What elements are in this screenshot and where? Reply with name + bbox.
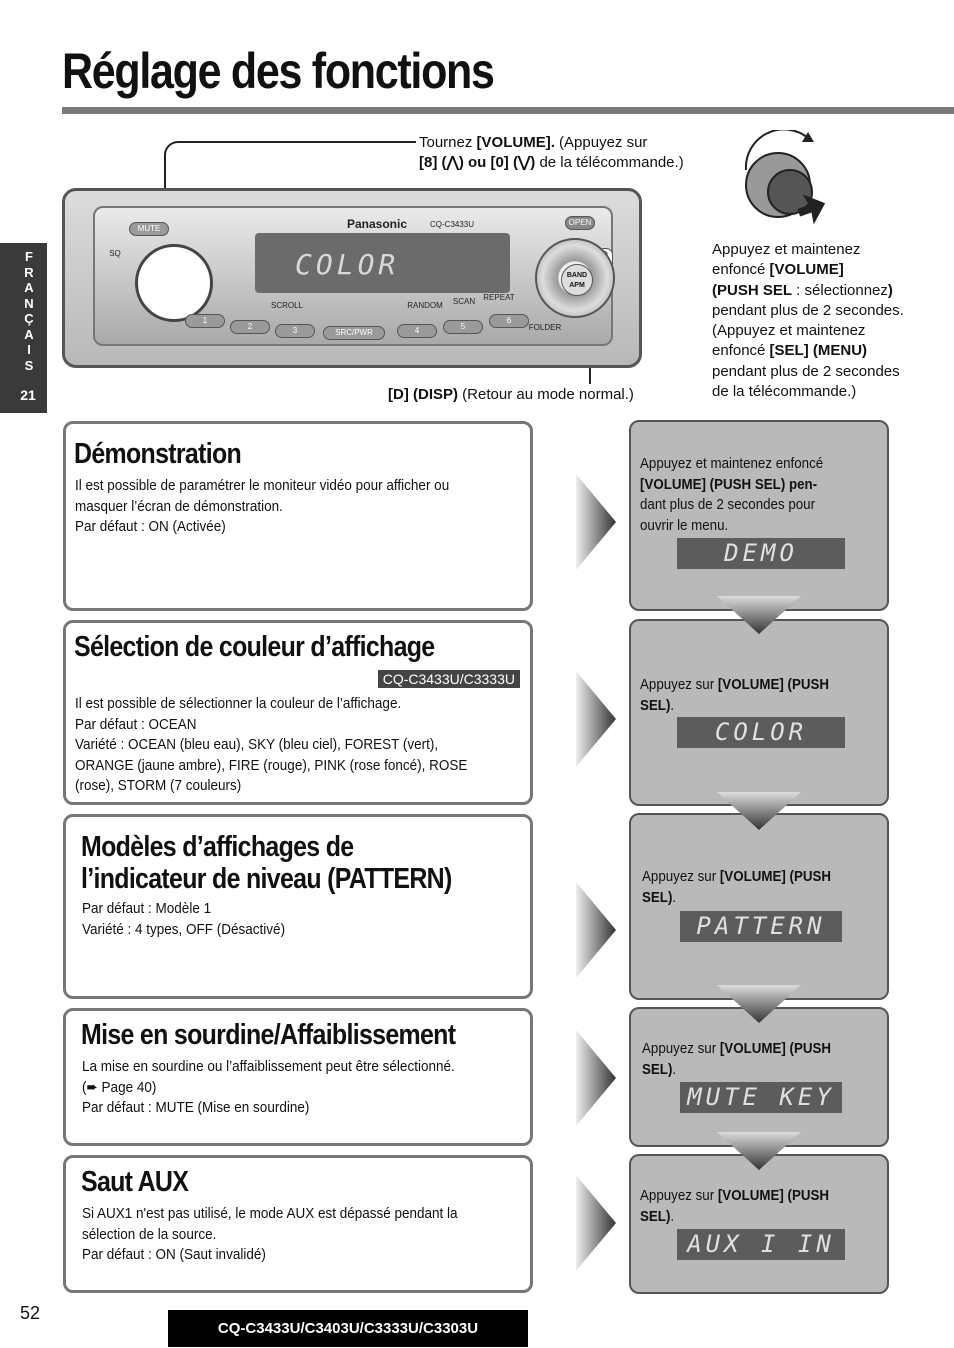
lcd-display: COLOR [677, 717, 845, 748]
caption-text: : sélectionnez [792, 281, 888, 299]
down-arrow-icon [717, 792, 801, 830]
caption-bold: [8] ( [419, 154, 447, 171]
radio-brand: Panasonic [347, 217, 408, 231]
hold-caption [712, 240, 904, 402]
caption-text: (Appuyez sur [554, 134, 648, 151]
caption-text: (Retour au mode normal.) [458, 386, 634, 403]
tab-letter: N [24, 295, 34, 311]
tab-letter: S [24, 357, 34, 373]
repeat-label: REPEAT [483, 293, 515, 302]
preset-3-button: 3 [275, 324, 315, 338]
panel-line: Appuyez sur [640, 1188, 718, 1204]
caption-bold: ) [530, 154, 536, 171]
section-text: Variété : OCEAN (bleu eau), SKY (bleu ciel), FOREST (vert), [75, 736, 439, 753]
section-demonstration [63, 421, 533, 611]
radio-faceplate [93, 206, 613, 346]
section-text: Il est possible de paramétrer le moniteur vidéo pour afficher ou [75, 477, 450, 494]
caption-text: (Appuyez et maintenez [712, 322, 866, 340]
section-text: Par défaut : OCEAN [75, 715, 197, 733]
section-pattern [63, 814, 533, 999]
volume-caption [419, 133, 684, 173]
caption-text: pendant plus de 2 secondes [712, 362, 900, 380]
step-panel-mute [629, 1007, 889, 1147]
open-button: OPEN [565, 216, 595, 230]
caption-bold: ) [887, 281, 893, 299]
panel-line: Appuyez sur [640, 677, 718, 693]
panel-line: [VOLUME] (PUSH SEL) pen- [640, 476, 818, 493]
section-text: Par défaut : Modèle 1 [82, 900, 212, 917]
section-text: ORANGE (jaune ambre), FIRE (rouge), PINK (rose foncé), ROSE [75, 756, 468, 774]
panel-text: Appuyez sur [VOLUME] (PUSH SEL). [642, 869, 832, 906]
section-color [63, 620, 533, 805]
caption-bold: [VOLUME] [769, 261, 844, 279]
panel-line: SEL) [640, 1208, 671, 1225]
rotate-dial-icon [738, 130, 830, 230]
tab-letter: Ç [24, 311, 34, 326]
panel-line: SEL) [642, 1061, 673, 1078]
section-text: Si AUX1 n'est pas utilisé, le mode AUX est dépassé pendant la [82, 1205, 458, 1222]
model-tag: CQ-C3433U/C3333U [378, 670, 520, 688]
apm-label: APM [569, 282, 585, 289]
panel-line: [VOLUME] (PUSH [719, 869, 832, 885]
section-mute [63, 1008, 533, 1146]
preset-6-button: 6 [489, 314, 529, 328]
section-text: Il est possible de sélectionner la couleur de l’affichage. [75, 695, 402, 712]
panel-text [640, 454, 823, 536]
caption-bold: [D] (DISP) [388, 386, 458, 403]
panel-line: Appuyez et maintenez enfoncé [640, 456, 824, 472]
language-tab [0, 243, 47, 413]
mute-button: MUTE [129, 222, 169, 236]
caption-text: pendant plus de 2 secondes. [712, 301, 904, 319]
volume-knob [135, 244, 213, 322]
language-letters [0, 249, 58, 373]
down-arrow-icon [717, 985, 801, 1023]
section-title-line: l’indicateur de niveau (PATTERN) [81, 863, 452, 895]
section-title: Mise en sourdine/Affaiblissement [81, 1019, 456, 1051]
section-title [81, 831, 452, 895]
section-text: Variété : 4 types, OFF (Désactivé) [82, 920, 286, 938]
lcd-display: DEMO [677, 538, 845, 569]
down-arrow-icon: ⋁ [517, 154, 531, 171]
scan-label: SCAN [452, 297, 476, 306]
radio-display [255, 233, 510, 293]
preset-4-button: 4 [397, 324, 437, 338]
folder-label: FOLDER [528, 323, 562, 332]
right-arrow-icon [576, 474, 616, 570]
model-footer: CQ-C3433U/C3403U/C3333U/C3303U [168, 1310, 528, 1347]
step-panel-pattern [629, 813, 889, 1000]
panel-line: ouvrir le menu. [640, 517, 729, 534]
preset-2-button: 2 [230, 320, 270, 334]
scroll-label: SCROLL [270, 301, 303, 310]
src-pwr-button: SRC/PWR [323, 326, 385, 340]
right-arrow-icon [576, 671, 616, 767]
down-arrow-icon [717, 1132, 801, 1170]
lcd-display: AUX I IN [677, 1229, 845, 1260]
panel-line: SEL) [640, 697, 671, 714]
section-text: Par défaut : ON (Saut invalidé) [82, 1246, 266, 1263]
radio-display-text: COLOR [295, 248, 400, 281]
caption-bold: ) ou [458, 154, 491, 171]
panel-line: Appuyez sur [642, 869, 720, 885]
step-panel-demo [629, 420, 889, 611]
tab-letter: R [24, 264, 34, 280]
section-text: masquer l’écran de démonstration. [75, 497, 283, 515]
section-text: (rose), STORM (7 couleurs) [75, 777, 242, 794]
panel-line: Appuyez sur [642, 1041, 720, 1057]
step-panel-color [629, 619, 889, 806]
section-text: Par défaut : MUTE (Mise en sourdine) [82, 1099, 310, 1116]
section-title: Saut AUX [81, 1166, 189, 1198]
random-label: RANDOM [407, 301, 443, 310]
panel-line: [VOLUME] (PUSH [717, 1188, 830, 1204]
section-text: Par défaut : ON (Activée) [75, 518, 226, 535]
section-title-line: Modèles d’affichages de [81, 831, 354, 863]
panel-line: [VOLUME] (PUSH [719, 1041, 832, 1057]
up-arrow-icon: ⋀ [446, 154, 459, 171]
preset-5-button: 5 [443, 320, 483, 334]
step-panel-aux [629, 1154, 889, 1294]
down-arrow-icon [717, 596, 801, 634]
section-text: La mise en sourdine ou l’affaiblissement peut être sélectionné. [82, 1058, 455, 1075]
lcd-display: PATTERN [680, 911, 842, 942]
preset-1-button: 1 [185, 314, 225, 328]
right-arrow-icon [576, 1030, 616, 1126]
tab-letter: I [27, 342, 31, 357]
disc-control [535, 238, 615, 318]
panel-text: Appuyez sur [VOLUME] (PUSH SEL). [640, 677, 830, 714]
caption-text: de la télécommande.) [535, 154, 684, 171]
radio-model: CQ-C3433U [430, 220, 475, 229]
tab-letter: A [24, 280, 34, 295]
band-label: BAND [566, 272, 588, 279]
caption-text: enfoncé [712, 261, 770, 279]
right-arrow-icon [576, 882, 616, 978]
section-title: Démonstration [74, 438, 242, 470]
section-text: sélection de la source. [82, 1225, 217, 1243]
car-radio-illustration [62, 188, 642, 368]
tab-letter: A [24, 326, 34, 342]
title-rule [62, 107, 954, 114]
caption-bold: [0] ( [490, 154, 518, 171]
chapter-number: 21 [20, 387, 36, 403]
section-title: Sélection de couleur d’affichage [74, 631, 435, 663]
panel-line: SEL) [642, 889, 673, 906]
page-number: 52 [20, 1303, 41, 1323]
right-arrow-icon [576, 1175, 616, 1271]
caption-bold: [SEL] (MENU) [769, 342, 868, 360]
sq-label: SQ [109, 249, 121, 258]
tab-letter: F [25, 249, 33, 264]
disp-caption [388, 385, 634, 405]
caption-text: Tournez [419, 134, 477, 151]
panel-line: dant plus de 2 secondes pour [640, 497, 816, 513]
band-button [561, 264, 593, 296]
section-text: (➨ Page 40) [82, 1078, 157, 1096]
caption-bold: [VOLUME]. [476, 134, 555, 151]
caption-text: enfoncé [712, 342, 770, 360]
panel-text: Appuyez sur [VOLUME] (PUSH SEL). [640, 1188, 830, 1225]
caption-text: Appuyez et maintenez [712, 241, 861, 258]
panel-line: [VOLUME] (PUSH [717, 677, 830, 693]
page-title: Réglage des fonctions [62, 43, 494, 99]
caption-text: de la télécommande.) [712, 383, 857, 401]
caption-bold: (PUSH SEL [712, 281, 793, 299]
section-aux [63, 1155, 533, 1293]
lcd-display: MUTE KEY [680, 1082, 842, 1113]
panel-text: Appuyez sur [VOLUME] (PUSH SEL). [642, 1041, 832, 1078]
